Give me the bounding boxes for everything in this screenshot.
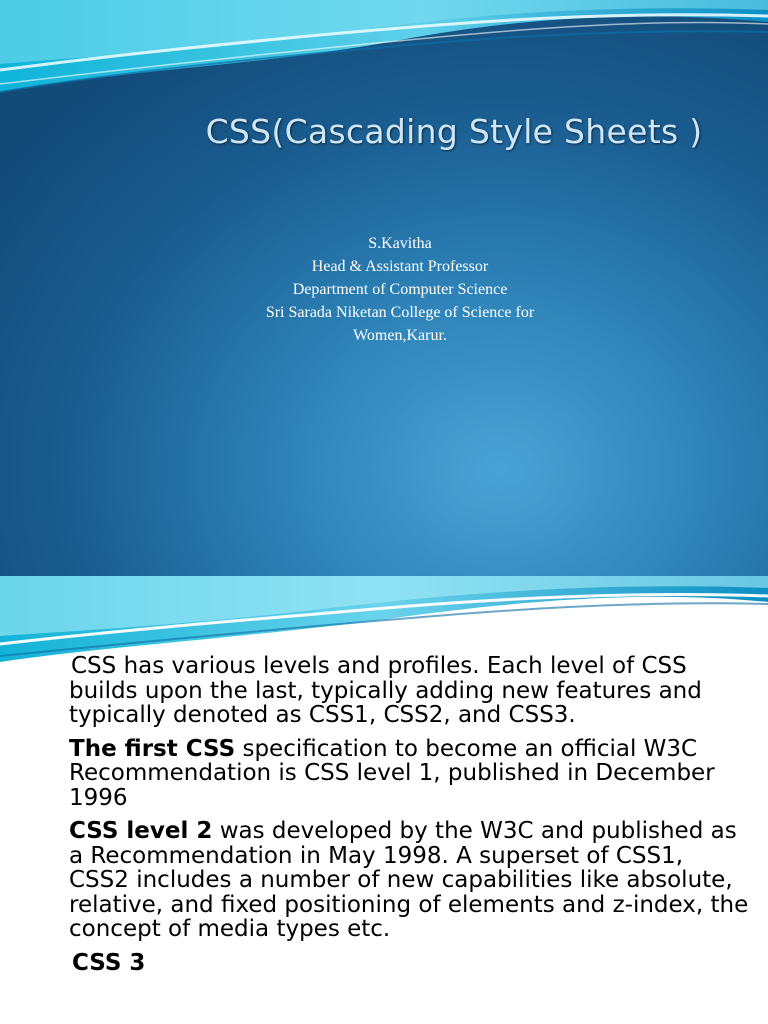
first-css-paragraph <box>69 737 749 811</box>
css-level2-bold-label: CSS level 2 <box>69 818 213 844</box>
author-department: Department of Computer Science <box>292 281 508 298</box>
author-college-line2: Women,Karur. <box>353 327 447 344</box>
css-level2-paragraph <box>69 819 749 942</box>
author-name: S.Kavitha <box>368 235 432 252</box>
presentation-title: CSS(Cascading Style Sheets ) <box>205 112 703 151</box>
intro-paragraph: CSS has various levels and profiles. Each level of CSS builds upon the last, typically adding new features and typically denoted as CSS1, CSS2, and CSS3. <box>69 653 702 728</box>
slide-body <box>69 654 749 975</box>
css3-heading: CSS 3 <box>72 949 146 976</box>
css-level2-text: was developed by the W3C and published as a Recommendation in May 1998. A superset of CSS1, CSS2 includes a number of new capabilities like absolute, relative, and fixed positioning of elements and z-index, the concept of media types etc. <box>69 818 749 942</box>
header-wave-decoration <box>0 0 768 110</box>
author-info <box>180 232 620 347</box>
first-css-text: specification to become an official W3C Recommendation is CSS level 1, published in December 1996 <box>69 735 715 811</box>
content-slide <box>0 576 768 1024</box>
first-css-bold-label: The first CSS <box>69 735 236 762</box>
author-college-line1: Sri Sarada Niketan College of Science for <box>265 304 535 321</box>
author-position: Head & Assistant Professor <box>311 258 489 275</box>
